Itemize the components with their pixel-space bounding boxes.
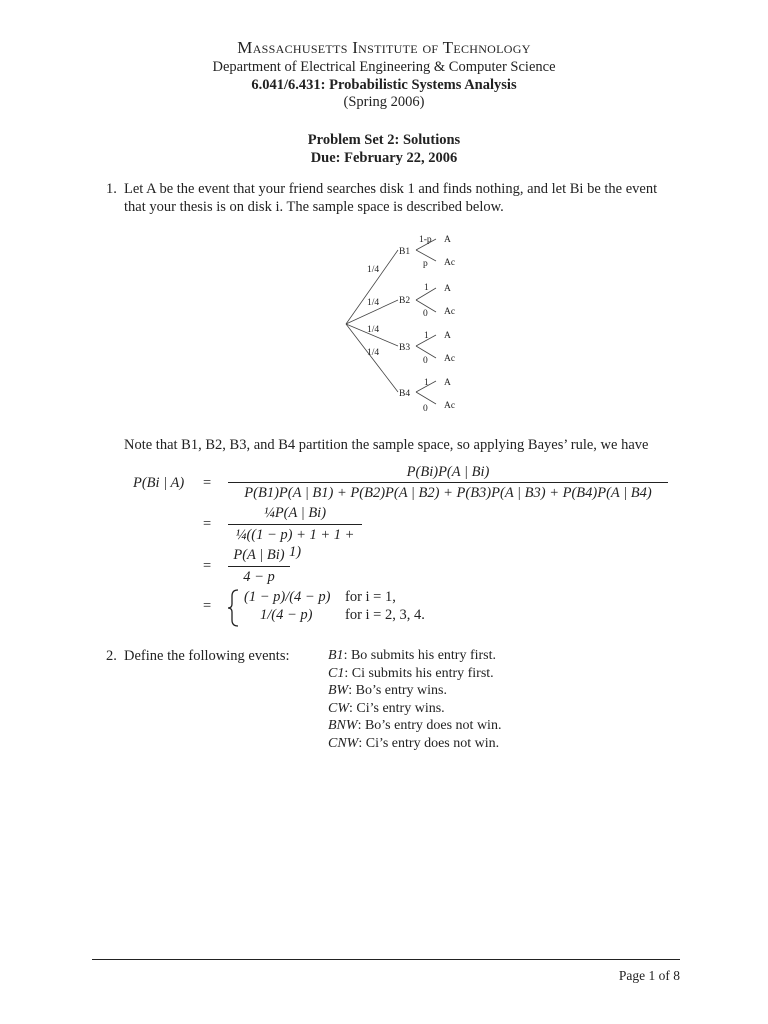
case-brace <box>226 588 240 628</box>
event-definition <box>328 717 628 735</box>
tree-outcome-b2-ac: Ac <box>444 307 456 317</box>
equation-line3-numerator: P(A | Bi) <box>233 547 285 563</box>
tree-outcome-b4-ac: Ac <box>444 401 456 411</box>
equation-line2-fraction-bar <box>228 524 362 525</box>
footer-rule <box>92 959 680 960</box>
equation-line2-denominator: ¼((1 − p) + 1 + 1 + 1) <box>235 527 355 560</box>
bayes-note: Note that B1, B2, B3, and B4 partition the sample space, so applying Bayes’ rule, we have <box>124 437 649 453</box>
tree-subprob-b1-top: 1-p <box>419 235 432 245</box>
tree-subprob-b3-bottom: 0 <box>423 356 428 366</box>
tree-node-b1: B1 <box>399 247 411 257</box>
tree-outcome-b1-a: A <box>444 235 451 245</box>
event-symbol: C1 <box>328 665 345 681</box>
problem-2-number: 2. <box>106 648 117 664</box>
tree-node-b2: B2 <box>399 296 411 306</box>
tree-node-b3: B3 <box>399 343 411 353</box>
event-definition <box>328 665 628 683</box>
due-date: Due: February 22, 2006 <box>310 150 458 166</box>
event-symbol: BW <box>328 683 349 698</box>
case-1-expression: (1 − p)/(4 − p) <box>244 589 331 605</box>
event-description: : Ci’s entry does not win. <box>358 735 500 751</box>
tree-outcome-b1-ac: Ac <box>444 258 456 268</box>
event-description: : Bo’s entry does not win. <box>357 718 502 733</box>
case-1-condition: for i = 1, <box>345 589 396 605</box>
equation-line1-fraction-bar <box>228 482 668 483</box>
equation-equals-3: = <box>203 558 212 574</box>
tree-outcome-b3-ac: Ac <box>444 354 456 364</box>
tree-outcome-b2-a: A <box>444 284 451 294</box>
equation-equals-1: = <box>203 475 212 491</box>
tree-subprob-b3-top: 1 <box>424 331 429 341</box>
problem-1-intro-line-2: that your thesis is on disk i. The sample space is described below. <box>124 199 504 215</box>
case-2-condition: for i = 2, 3, 4. <box>345 607 425 623</box>
problem-1-intro-line-1: Let A be the event that your friend searches disk 1 and finds nothing, and let Bi be the event <box>124 181 658 197</box>
tree-subprob-b4-top: 1 <box>424 378 429 388</box>
equation-line3-fraction-bar <box>228 566 290 567</box>
equation-line1-denominator: P(B1)P(A | B1) + P(B2)P(A | B2) + P(B3)P(A | B3) + P(B4)P(A | B4) <box>244 485 652 501</box>
tree-outcome-b3-a: A <box>444 331 451 341</box>
event-symbol: BNW <box>328 718 358 733</box>
tree-outcome-b4-a: A <box>444 378 451 388</box>
event-description: : Ci’s entry wins. <box>349 700 445 716</box>
event-symbol: CW <box>328 700 349 716</box>
equation-line2-numerator: ¼P(A | Bi) <box>263 505 327 521</box>
event-description: : Bo’s entry wins. <box>348 683 447 698</box>
tree-branch-b1 <box>346 250 398 324</box>
tree-subprob-b2-bottom: 0 <box>423 309 428 319</box>
event-symbol: CNW <box>328 735 359 751</box>
tree-prob-b3: 1/4 <box>367 325 380 335</box>
equation-line1-numerator: P(Bi)P(A | Bi) <box>406 464 490 480</box>
tree-prob-b1: 1/4 <box>367 265 380 275</box>
equation-equals-4: = <box>203 598 212 614</box>
equation-lhs: P(Bi | A) <box>133 475 185 491</box>
equation-equals-2: = <box>203 516 212 532</box>
problem-1-number: 1. <box>106 181 117 197</box>
event-symbol: B1 <box>328 648 344 663</box>
course-title: 6.041/6.431: Probabilistic Systems Analysis <box>251 77 517 93</box>
probability-tree-diagram <box>340 228 480 418</box>
event-definitions-list <box>328 647 628 752</box>
event-definition <box>328 682 628 700</box>
event-definition <box>328 700 628 718</box>
tree-prob-b4: 1/4 <box>367 348 380 358</box>
event-definition <box>328 647 628 665</box>
case-2-expression: 1/(4 − p) <box>260 607 313 623</box>
tree-subprob-b4-bottom: 0 <box>423 404 428 414</box>
event-definition <box>328 735 628 753</box>
tree-subprob-b2-top: 1 <box>424 283 429 293</box>
tree-subprob-b1-bottom: p <box>423 259 428 269</box>
problem-set-title: Problem Set 2: Solutions <box>307 132 461 148</box>
tree-node-b4: B4 <box>399 389 411 399</box>
event-description: : Bo submits his entry first. <box>343 648 497 663</box>
problem-2-intro: Define the following events: <box>124 648 290 664</box>
equation-line3-denominator: 4 − p <box>243 569 275 585</box>
event-description: : Ci submits his entry first. <box>344 665 494 681</box>
institute-name: Massachusetts Institute of Technology <box>237 38 531 57</box>
department-name: Department of Electrical Engineering & Computer Science <box>212 59 556 75</box>
page-number: Page 1 of 8 <box>618 968 680 983</box>
term: (Spring 2006) <box>343 94 425 110</box>
tree-prob-b2: 1/4 <box>367 298 380 308</box>
